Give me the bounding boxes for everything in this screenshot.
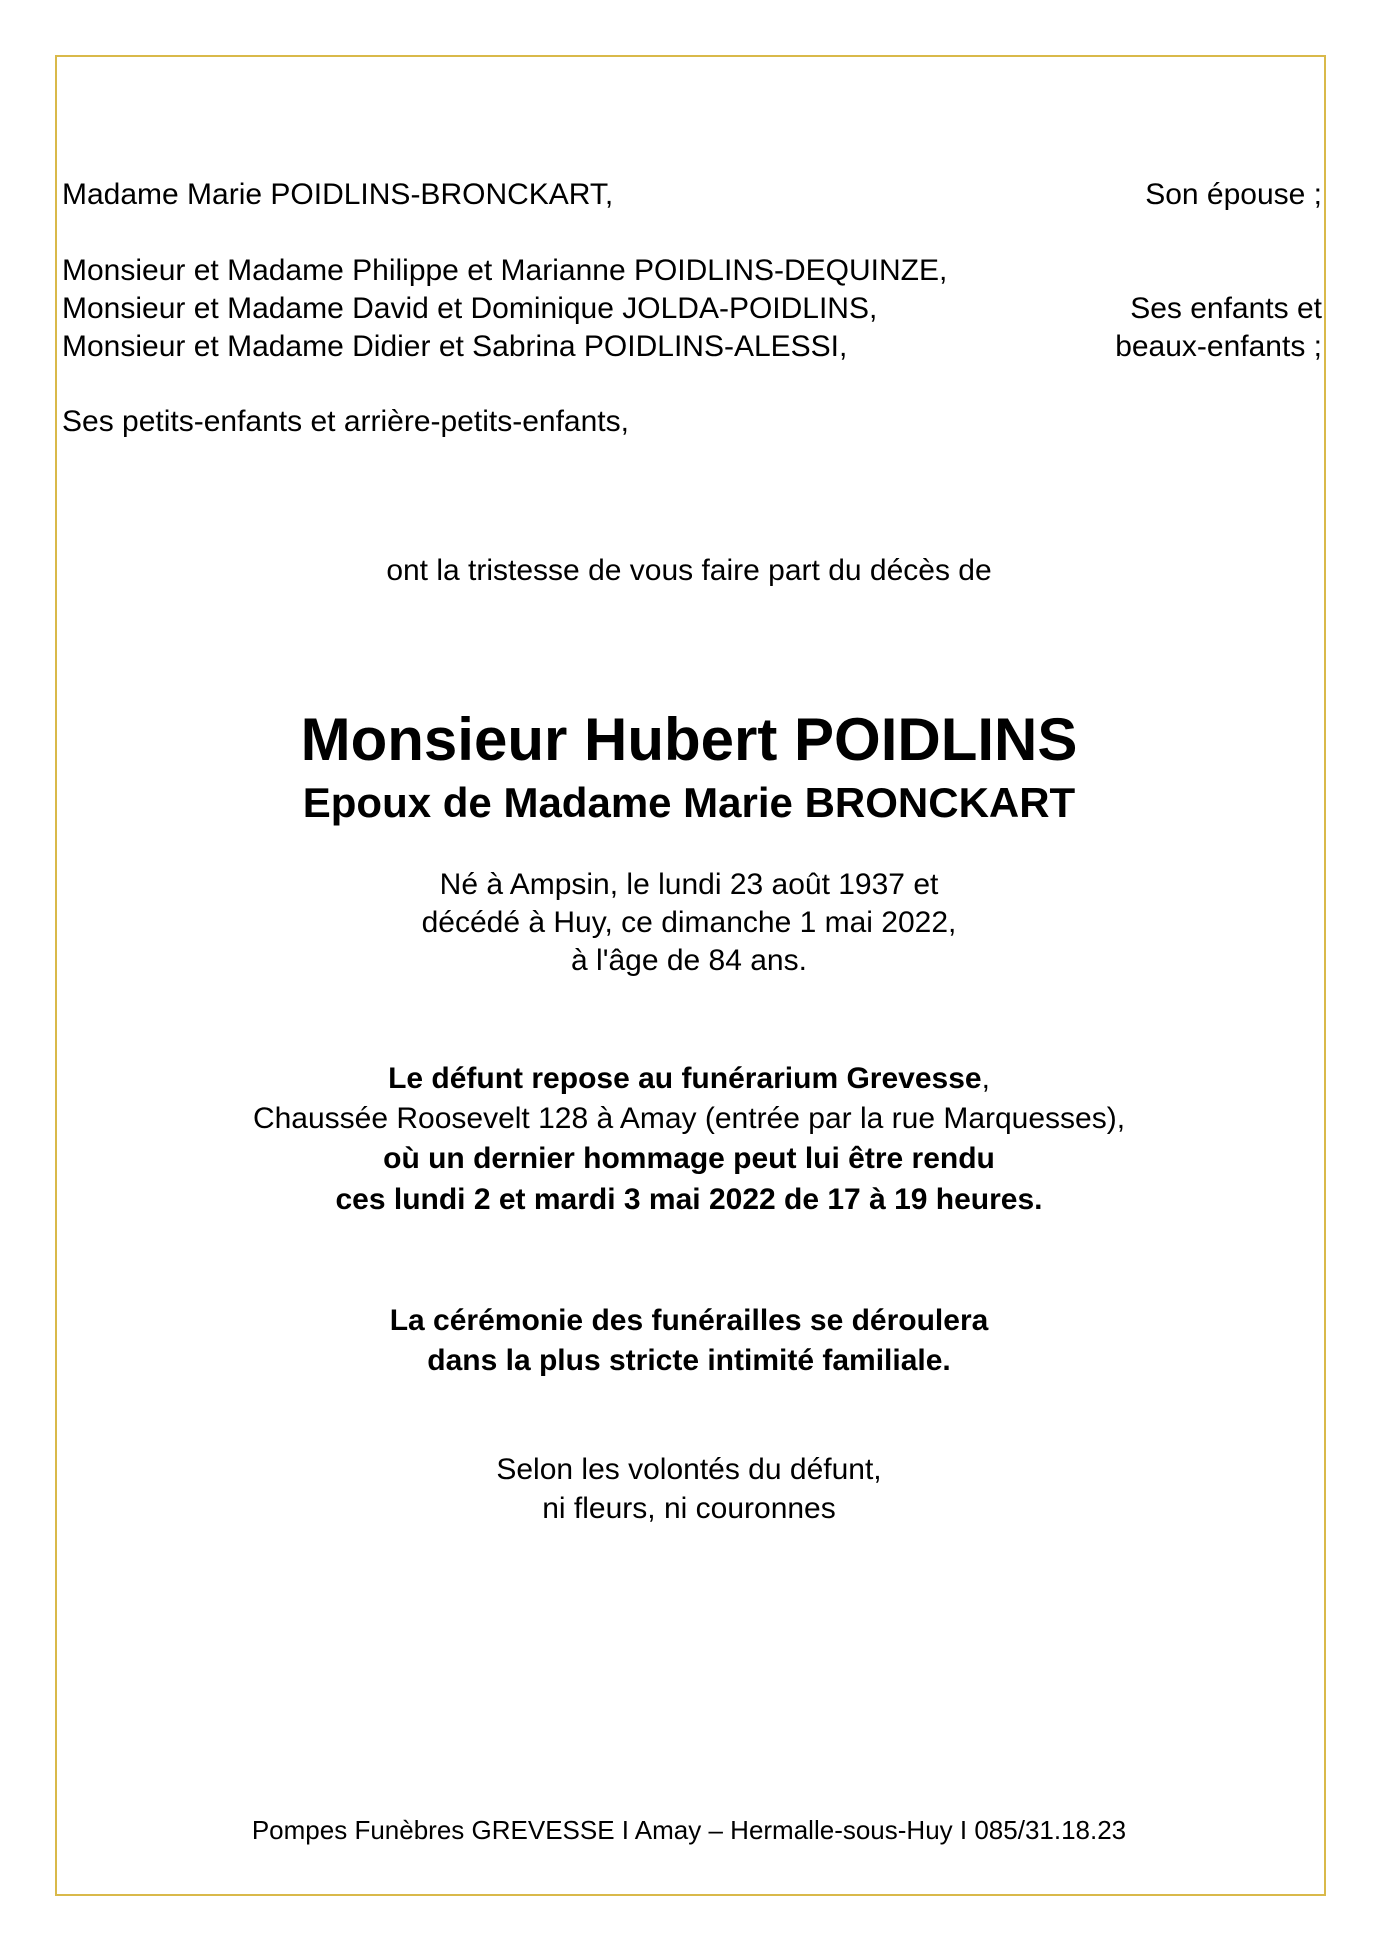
grandchildren-line: Ses petits-enfants et arrière-petits-enfants, bbox=[62, 405, 629, 438]
death-line: décédé à Huy, ce dimanche 1 mai 2022, bbox=[421, 906, 957, 939]
child-line-3: Monsieur et Madame Didier et Sabrina POIDLINS-ALESSI, bbox=[62, 330, 848, 363]
visitation-comma: , bbox=[981, 1062, 990, 1095]
spouse-role: Son épouse ; bbox=[1145, 178, 1322, 211]
children-role-1: Ses enfants et bbox=[1130, 292, 1322, 325]
child-line-2: Monsieur et Madame David et Dominique JOLDA-POIDLINS, bbox=[62, 292, 878, 325]
child-line-1: Monsieur et Madame Philippe et Marianne POIDLINS-DEQUINZE, bbox=[62, 254, 948, 287]
visitation-times: ces lundi 2 et mardi 3 mai 2022 de 17 à 19 heures. bbox=[335, 1183, 1043, 1216]
visitation-line-3: où un dernier hommage peut lui être rendu bbox=[383, 1142, 995, 1175]
visitation-place: Le défunt repose au funérarium Grevesse bbox=[388, 1062, 982, 1095]
children-role-2: beaux-enfants ; bbox=[1115, 330, 1322, 363]
visitation-address: Chaussée Roosevelt 128 à Amay (entrée par la rue Marquesses), bbox=[252, 1102, 1126, 1135]
deceased-name: Monsieur Hubert POIDLINS bbox=[300, 706, 1078, 773]
funeral-home-footer: Pompes Funèbres GREVESSE I Amay – Hermalle-sous-Huy I 085/31.18.23 bbox=[251, 1815, 1127, 1845]
age-line: à l'âge de 84 ans. bbox=[571, 944, 807, 977]
spouse-name: Madame Marie POIDLINS-BRONCKART, bbox=[62, 178, 614, 211]
wishes-line-2: ni fleurs, ni couronnes bbox=[542, 1492, 836, 1525]
visitation-line-1 bbox=[0, 1060, 1378, 1098]
deceased-spouse-line: Epoux de Madame Marie BRONCKART bbox=[302, 779, 1076, 826]
birth-line: Né à Ampsin, le lundi 23 août 1937 et bbox=[439, 868, 939, 901]
ceremony-line-2: dans la plus stricte intimité familiale. bbox=[427, 1344, 951, 1377]
wishes-line-1: Selon les volontés du défunt, bbox=[496, 1453, 882, 1486]
ceremony-line-1: La cérémonie des funérailles se déroulera bbox=[389, 1304, 989, 1337]
announcement-text: ont la tristesse de vous faire part du décès de bbox=[386, 554, 992, 587]
